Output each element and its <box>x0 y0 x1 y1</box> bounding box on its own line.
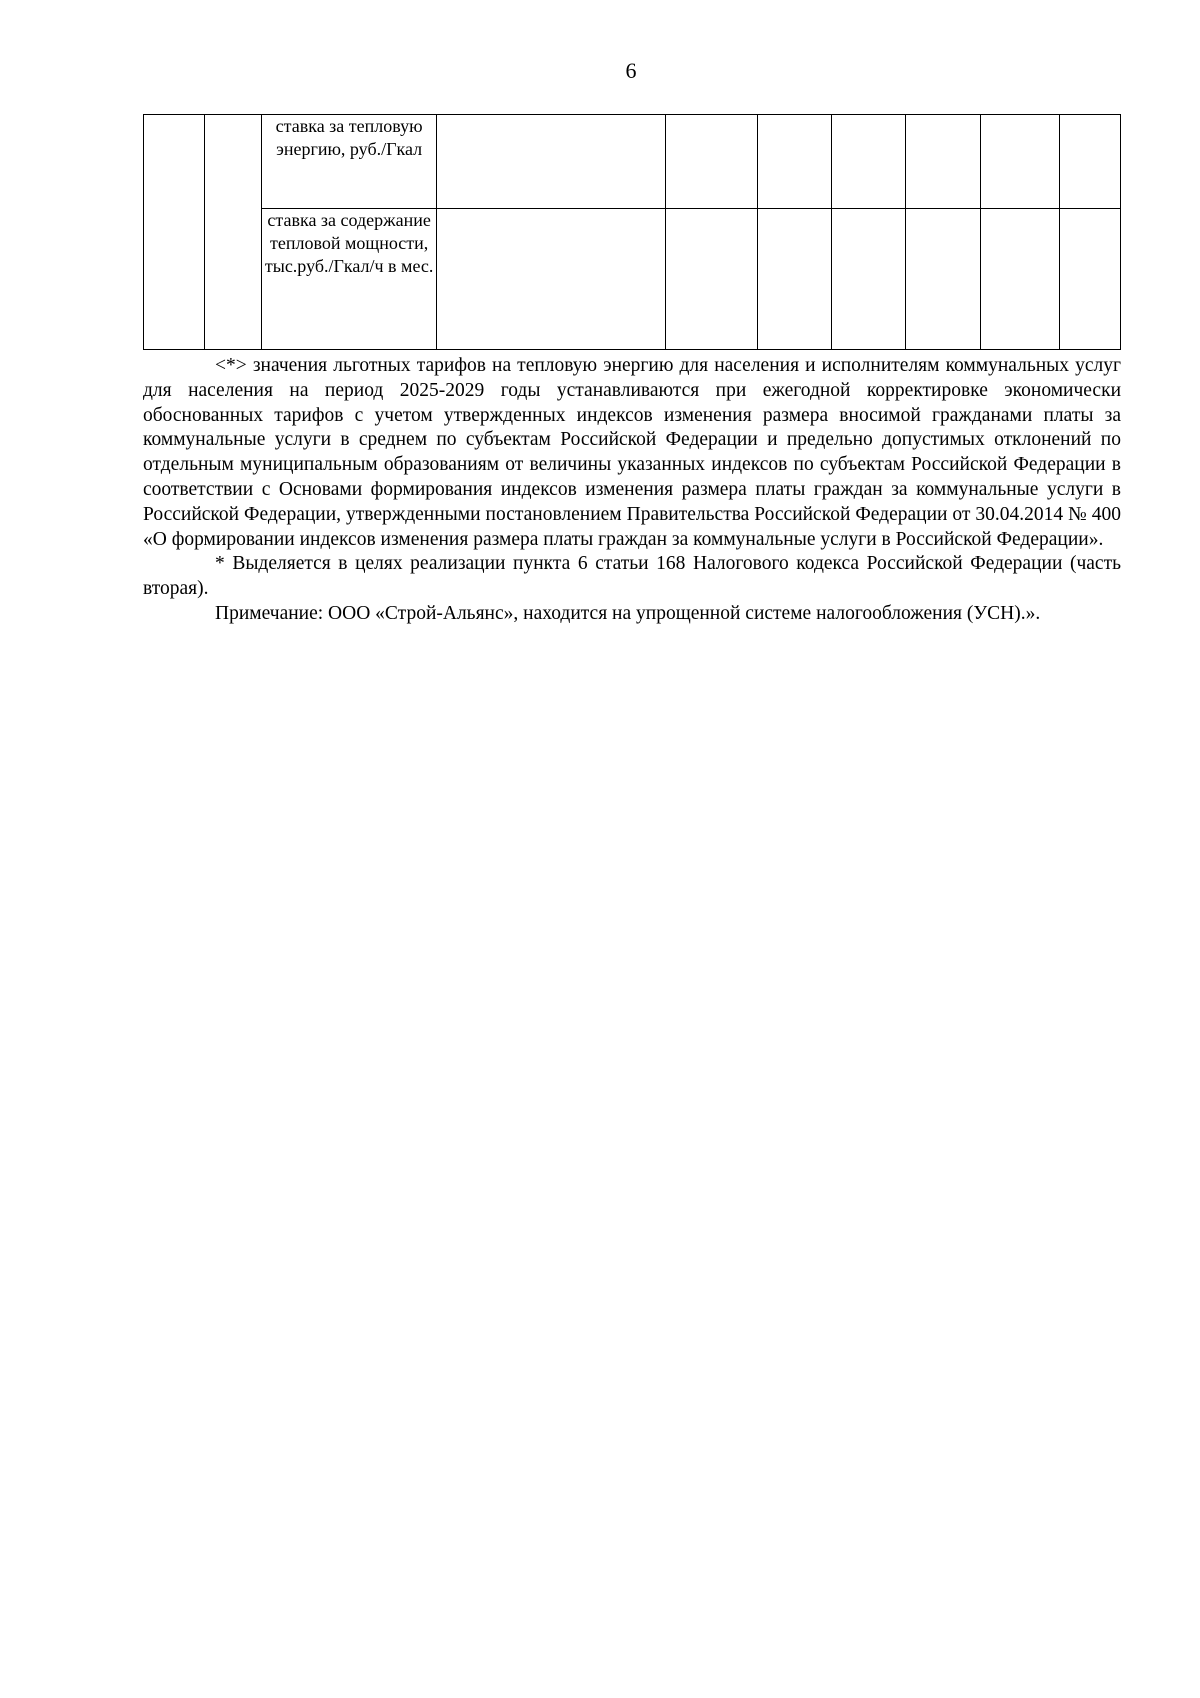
table-cell-empty <box>665 209 757 350</box>
tariff-table <box>143 114 1121 350</box>
table-cell-rate-heat-energy: ставка за тепловую энергию, руб./Гкал <box>262 115 437 209</box>
table-cell-empty <box>1059 115 1120 209</box>
table-cell-empty <box>665 115 757 209</box>
table-cell-rate-capacity: ставка за содержание тепловой мощности, тыс.руб./Гкал/ч в мес. <box>262 209 437 350</box>
table-row <box>144 115 1121 209</box>
remark-tax-system: Примечание: ООО «Строй-Альянс», находится на упрощенной системе налогообложения (УСН).». <box>215 602 1041 624</box>
table-cell-empty <box>144 115 205 350</box>
table-cell-empty <box>1059 209 1120 350</box>
table-row <box>144 209 1121 350</box>
footnote-preferential-tariffs: <*> значения льготных тарифов на тепловую энергию для населения и исполнителям коммунальных услуг для населения на период 2025-2029 годы устанавливаются при ежегодной корректировке экономически обоснованных тарифов с учетом утвержденных индексов изменения размера вносимой гражданами платы за коммунальные услуги в среднем по субъектам Российской Федерации и предельно допустимых отклонений по отдельным муниципальным образованиям от величины указанных индексов по субъектам Российской Федерации в соответствии с Основами формирования индексов изменения размера платы граждан за коммунальные услуги в Российской Федерации, утвержденными постановлением Правительства Российской Федерации от 30.04.2014 № 400 «О формировании индексов изменения размера платы граждан за коммунальные услуги в Российской Федерации». <box>143 355 1121 550</box>
table-cell-empty <box>436 209 665 350</box>
footnote-tax-code: * Выделяется в целях реализации пункта 6 статьи 168 Налогового кодекса Российской Федерации (часть вторая). <box>143 553 1121 600</box>
table-cell-empty <box>980 209 1059 350</box>
table-cell-empty <box>757 209 831 350</box>
notes-section <box>143 354 1121 627</box>
table-cell-empty <box>906 209 980 350</box>
table-cell-empty <box>832 209 906 350</box>
table-cell-empty <box>205 115 262 350</box>
table-cell-empty <box>906 115 980 209</box>
table-cell-empty <box>980 115 1059 209</box>
table-cell-empty <box>436 115 665 209</box>
table-cell-empty <box>832 115 906 209</box>
page-number: 6 <box>625 58 637 83</box>
table-cell-empty <box>757 115 831 209</box>
